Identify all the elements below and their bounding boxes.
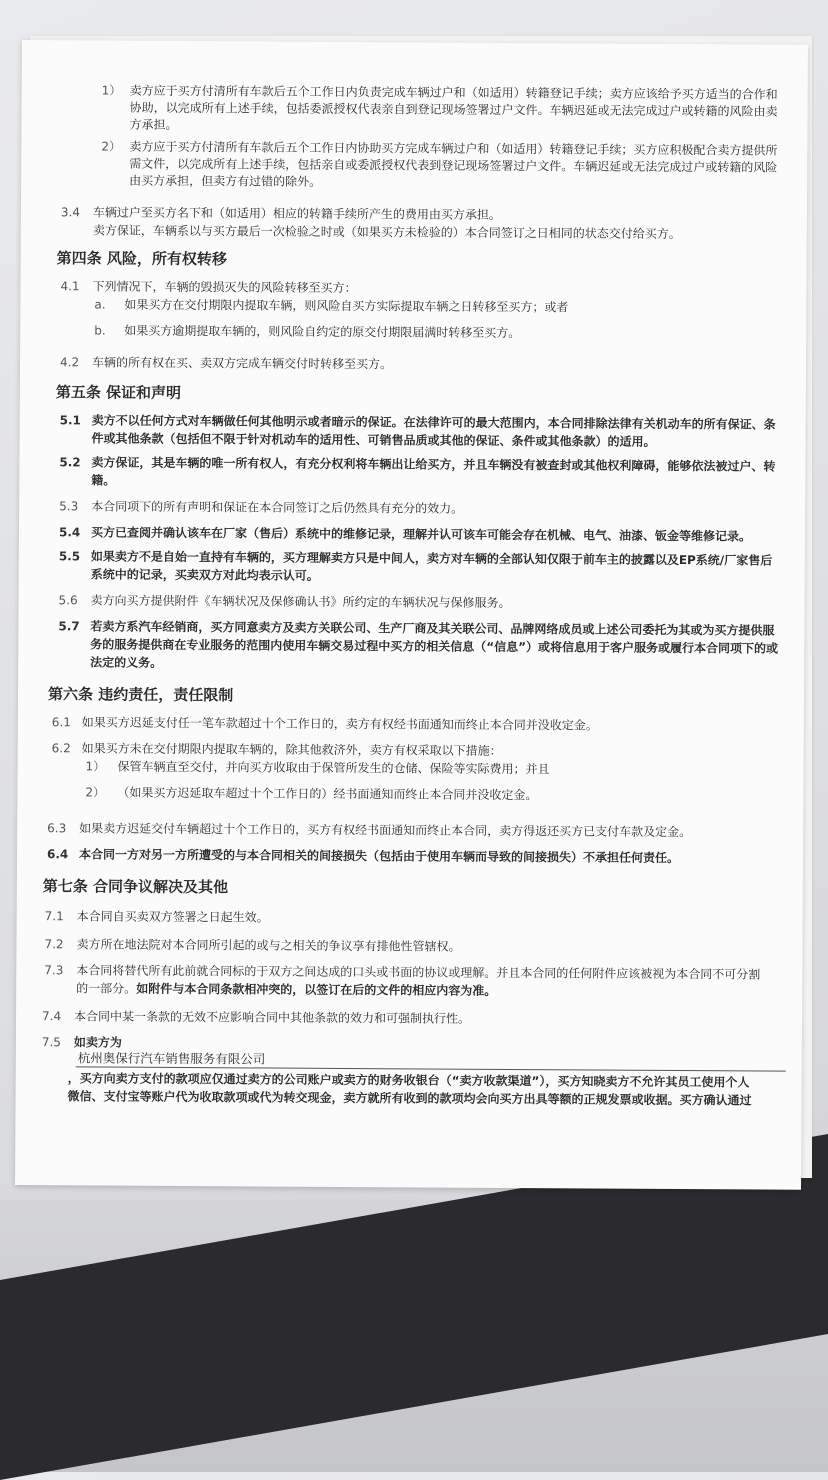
clause-5-4-text: 买方已查阅并确认该车在厂家（售后）系统中的维修记录，理解并认可该车可能会存在机械、电气、油漆、钣金等维修记录。: [90, 525, 752, 544]
clause-3-item-1-line: 方承担。: [129, 117, 178, 132]
clause-5-2-line: 卖方保证，其是车辆的唯一所有权人，有充分权利将车辆出让给买方，并且车辆没有被查封或其他权利障碍，能够依法被过户、转: [91, 455, 776, 474]
clause-3-item-1-line: 协助，以完成所有上述手续，包括委派授权代表亲自到登记现场签署过户文件。车辆迟延或无法完成过户或转籍的风险由卖: [129, 100, 778, 119]
clause-5-6-text: 卖方向买方提供附件《车辆状况及保修确认书》所约定的车辆状况与保修服务。: [90, 593, 511, 610]
clause-4-1-a-text: 如果买方在交付期限内提取车辆，则风险自买方实际提取车辆之日转移至买方；或者: [124, 297, 569, 315]
clause-3-item-1-line: 卖方应于买方付清所有车款后五个工作日内负责完成车辆过户和（如适用）转籍登记手续；卖方应该给予买方适当的合作和: [129, 83, 778, 102]
clause-7-4-text: 本合同中某一条款的无效不应影响合同中其他条款的效力和可强制执行性。: [73, 1009, 471, 1026]
clause-4-1-b-number: b.: [94, 323, 106, 338]
clause-6-4-number: 6.4: [46, 847, 69, 862]
clause-6-1-number: 6.1: [51, 715, 71, 730]
seller-company-name: 杭州奥保行汽车销售服务有限公司: [77, 1050, 266, 1067]
clause-3-item-2-number: 2）: [101, 139, 122, 154]
clause-7-3-line: 本合同将替代所有此前就合同标的于双方之间达成的口头或书面的协议或理解。并且本合同的任何附件应该被视为本合同不可分割: [76, 963, 761, 982]
clause-7-1-text: 本合同自买卖双方签署之日起生效。: [76, 909, 269, 925]
clause-6-3-text: 如果卖方迟延交付车辆超过十个工作日的，买方有权经书面通知而终止本合同，卖方得返还买方已支付车款及定金。: [79, 821, 692, 840]
clause-7-5-line: ，买方向卖方支付的款项应仅通过卖方的公司账户或卖方的财务收银台（“卖方收款渠道”），买方知晓卖方不允许其员工使用个人: [67, 1071, 750, 1090]
clause-5-7-line: 法定的义务。: [90, 655, 163, 670]
clause-6-2-text: 如果买方未在交付期限内提取车辆的，除其他救济外，卖方有权采取以下措施：: [81, 741, 502, 758]
clause-5-6-number: 5.6: [58, 593, 78, 608]
clause-7-3-line: [76, 980, 496, 999]
clause-5-1-line: 件或其他条款（包括但不限于针对机动车的适用性、可销售品质或其他的保证、条件或其他条款）的适用。: [91, 431, 656, 449]
clause-7-5-number: 7.5: [41, 1035, 62, 1050]
clause-5-5-line: 如果卖方不是自始一直持有车辆的，买方理解卖方只是中间人，卖方对车辆的全部认知仅限于前车主的披露以及EP系统/厂家售后: [90, 549, 773, 568]
clause-5-5-line: 系统中的记录，买卖双方对此均表示认可。: [90, 567, 319, 583]
clause-4-2-text: 车辆的所有权在买、卖双方完成车辆交付时转移至买方。: [91, 355, 393, 372]
clause-3-4-line: 车辆过户至买方名下和（如适用）相应的转籍手续所产生的费用由买方承担。: [92, 205, 501, 222]
clause-5-5-number: 5.5: [58, 549, 81, 564]
clause-7-4-number: 7.4: [41, 1009, 62, 1024]
clause-5-2-number: 5.2: [59, 455, 81, 470]
section-7-heading: 第七条 合同争议解决及其他: [42, 877, 229, 897]
clause-7-3-number: 7.3: [44, 963, 64, 978]
clause-7-3-line-part: 的一部分。: [76, 981, 137, 996]
clause-5-7-line: 若卖方系汽车经销商，买方同意卖方及卖方关联公司、生产厂商及其关联公司、品牌网络成员或上述公司委托为其或为买方提供服: [90, 619, 775, 638]
clause-4-2-number: 4.2: [59, 355, 80, 370]
clause-6-3-number: 6.3: [47, 821, 67, 836]
clause-7-2-number: 7.2: [44, 937, 64, 952]
contract-page: [15, 40, 808, 1190]
section-6-heading: 第六条 违约责任，责任限制: [47, 685, 234, 705]
clause-5-7-line: 务的服务提供商在专业服务的范围内使用车辆交易过程中买方的相关信息（“信息”）或将信息用于客户服务或履行本合同项下的或: [90, 637, 779, 656]
clause-6-2-item-1-number: 1）: [85, 759, 106, 774]
clause-6-4-text: 本合同一方对另一方所遭受的与本合同相关的间接损失（包括由于使用车辆而导致的间接损失）不承担任何责任。: [78, 847, 680, 866]
clause-5-2-line: 籍。: [91, 473, 116, 488]
clause-6-2-item-1-text: 保管车辆直至交付，并向买方收取由于保管所发生的仓储、保险等实际费用；并且: [117, 759, 550, 777]
clause-6-1-text: 如果买方迟延支付任一笔车款超过十个工作日的，卖方有权经书面通知而终止本合同并没收定金。: [81, 715, 598, 733]
clause-4-1-b-text: 如果买方逾期提取车辆的，则风险自约定的原交付期限届满时转移至买方。: [124, 323, 521, 341]
section-5-heading: 第五条 保证和声明: [55, 383, 182, 402]
clause-3-4-number: 3.4: [60, 205, 81, 220]
clause-7-5-label: 如卖方为: [73, 1035, 122, 1050]
clause-5-4-number: 5.4: [58, 525, 81, 540]
clause-7-3-bold-part: 如附件与本合同条款相冲突的，以签订在后的文件的相应内容为准。: [136, 981, 497, 998]
clause-4-1-text: 下列情况下，车辆的毁损灭失的风险转移至买方：: [92, 279, 357, 296]
clause-6-2-item-2-number: 2）: [85, 785, 106, 800]
clause-3-item-2-line: 卖方应于买方付清所有车款后五个工作日内协助买方完成车辆过户和（如适用）转籍登记手续；买方应积极配合卖方提供所: [129, 139, 778, 158]
clause-6-2-number: 6.2: [51, 741, 71, 756]
clause-7-1-number: 7.1: [44, 909, 64, 924]
clause-7-5-line: 微信、支付宝等账户代为收取款项或代为转交现金，卖方就所有收到的款项均会向买方出具等额的正规发票或收据。买方确认通过: [67, 1089, 752, 1108]
clause-4-1-a-number: a.: [94, 297, 106, 312]
clause-5-1-number: 5.1: [59, 413, 81, 428]
clause-5-1-line: 卖方不以任何方式对车辆做任何其他明示或者暗示的保证。在法律许可的最大范围内，本合同排除法律有关机动车的所有保证、条: [91, 413, 776, 432]
clause-3-item-1-number: 1）: [101, 83, 122, 98]
clause-6-2-item-2-text: （如果买方迟延取车超过十个工作日的）经书面通知而终止本合同并没收定金。: [117, 785, 538, 803]
clause-3-item-2-line: 需文件，以完成所有上述手续，包括亲自或委派授权代表到登记现场签署过户文件。车辆迟延或无法完成过户或转籍的风险: [129, 156, 778, 175]
clause-5-3-number: 5.3: [59, 499, 79, 514]
clause-3-4-line: 卖方保证，车辆系以与买方最后一次检验之时或（如果买方未检验的）本合同签订之日相同的状态交付给买方。: [92, 223, 681, 242]
section-4-heading: 第四条 风险，所有权转移: [56, 249, 227, 269]
clause-3-item-2-line: 由买方承担，但卖方有过错的除外。: [129, 173, 322, 189]
clause-5-7-number: 5.7: [58, 619, 80, 634]
clause-5-3-text: 本合同项下的所有声明和保证在本合同签订之后仍然具有充分的效力。: [91, 499, 464, 516]
clause-4-1-number: 4.1: [60, 279, 80, 294]
clause-7-2-text: 卖方所在地法院对本合同所引起的或与之相关的争议享有排他性管辖权。: [76, 937, 461, 954]
